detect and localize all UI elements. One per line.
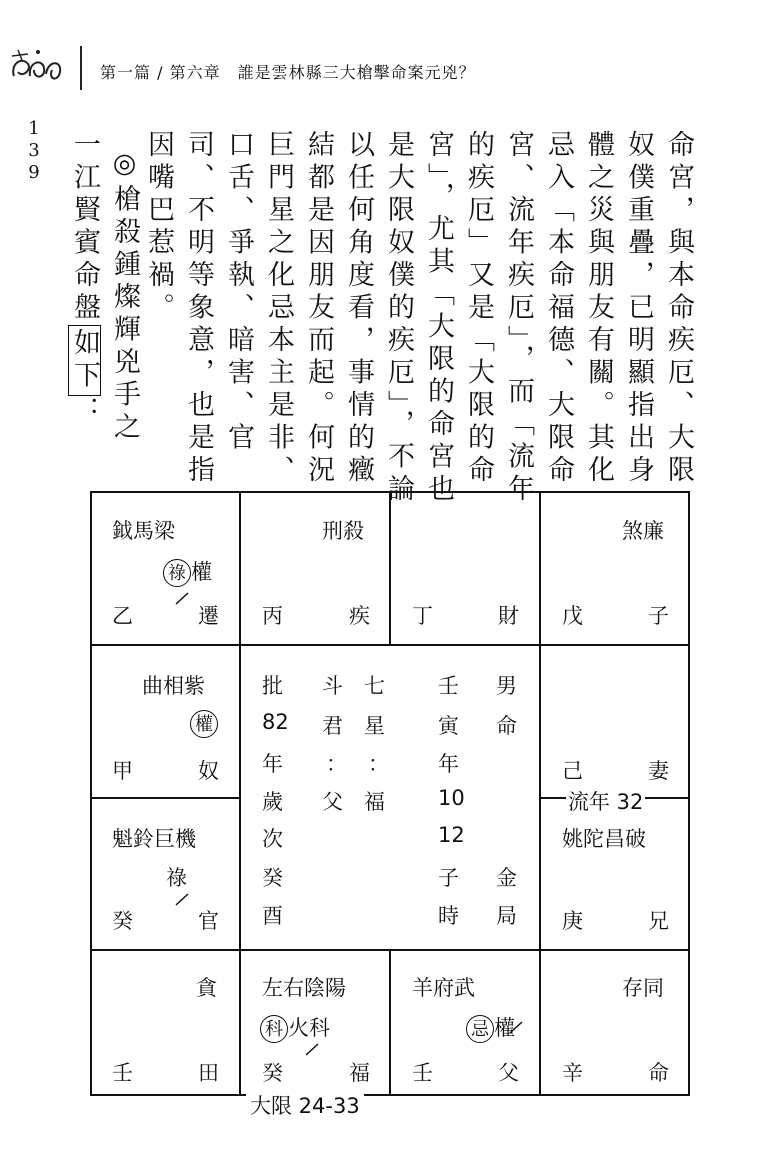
hua-quan-circle: 權: [190, 710, 218, 738]
body-column-1: 命宮，與本命疾厄、大限: [663, 130, 694, 488]
body-column-4: 忌入「本命福德、大限命: [543, 130, 574, 488]
section-heading: ◎槍殺鍾燦輝兇手之: [109, 148, 140, 445]
liunian-label: 流年 32: [566, 786, 645, 816]
body-column-3: 體之災與朋友有關。其化: [583, 130, 614, 488]
hua-ke-circle: 科: [260, 1015, 288, 1043]
body-column-14: 因嘴巴惹禍。: [143, 130, 174, 325]
body-column-7: 宮」，尤其「大限的命宮也: [423, 130, 454, 507]
hua-ji-circle: 忌: [466, 1015, 494, 1043]
body-column-12: 口舌、爭執、暗害、官: [223, 130, 254, 455]
running-header: 第一篇 / 第六章 誰是雲林縣三大槍擊命案元兇？: [100, 63, 476, 82]
body-column-5: 宮、流年疾厄」，而「流年: [503, 130, 534, 507]
caption-boxed-text: 如下: [68, 325, 101, 396]
body-column-11: 巨門星之化忌本主是非、: [263, 130, 294, 488]
hua-lu-circle: 祿: [163, 559, 191, 587]
header-divider: [80, 46, 82, 90]
body-column-2: 奴僕重疊，已明顯指出身: [623, 130, 654, 488]
chart-caption: 一江賢賓命盤如下：: [69, 130, 100, 429]
body-column-13: 司、不明等象意，也是指: [183, 130, 214, 488]
daxian-label: 大限 24-33: [246, 1090, 364, 1120]
body-column-10: 結都是因朋友而起。何況: [303, 130, 334, 488]
body-column-8: 是大限奴僕的疾厄」，不論: [383, 130, 414, 507]
book-logo: [8, 46, 66, 90]
body-column-6: 的疾厄」又是「大限的命: [463, 130, 494, 488]
body-column-9: 以任何角度看，事情的癥: [343, 130, 374, 488]
page-number: 1 3 9: [28, 118, 40, 183]
